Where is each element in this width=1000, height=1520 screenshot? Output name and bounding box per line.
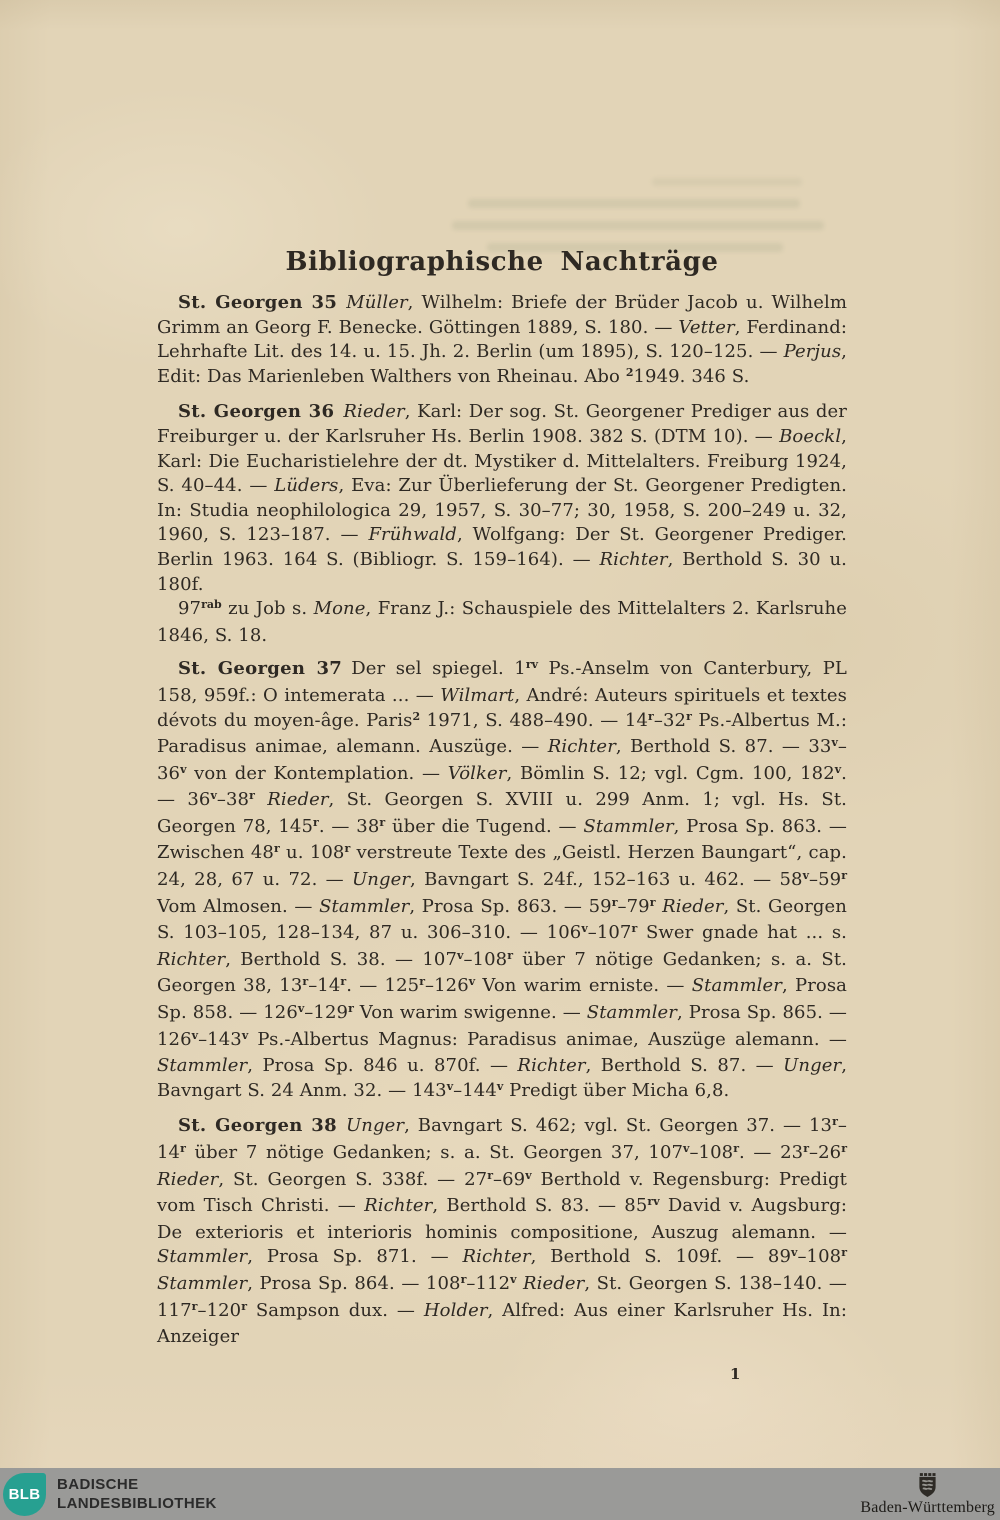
library-name-line1: BADISCHE xyxy=(57,1476,139,1493)
bibliography-entry-st-georgen-37: St. Georgen 37 Der sel spiegel. $1^{rv}$ Ps.-Anselm von Canterbury, PL 158, 959f.: O intemerata ... — Wilmart, André: Auteurs spirituels et textes dévots du moyen-âge. Paris$^2$ 1971, S. 488–490. — 14$^r$–32$^r$ Ps.-Albertus M.: Paradisus animae, alemann. Auszüge. — Richter, Berthold S. 87. — 33$^v$–36$^v$ von der Kontemplation. — Völker, Bömlin S. 12; vgl. Cgm. 100, 182$^v$. — 36$^v$–38$^r$ Rieder, St. Georgen S. XVIII u. 299 Anm. 1; vgl. Hs. St. Georgen 78, 145$^r$. — 38$^r$ über die Tugend. — Stammler, Prosa Sp. 863. — Zwischen 48$^r$ u. 108$^r$ verstreute Texte des „Geistl. Herzen Baungart“, cap. 24, 28, 67 u. 72. — Unger, Bavngart S. 24f., 152–163 u. 462. — 58$^v$–59$^r$ Vom Almosen. — Stammler, Prosa Sp. 863. — 59$^r$–79$^r$ Rieder, St. Georgen S. 103–105, 128–134, 87 u. 306–310. — 106$^v$–107$^r$ Swer gnade hat ... s. Richter, Berthold S. 38. — 107$^v$–108$^r$ über 7 nötige Gedanken; s. a. St. Georgen 38, 13$^r$–14$^r$. — 125$^r$–126$^v$ Von warim erniste. — Stammler, Prosa Sp. 858. — 126$^v$–129$^r$ Von warim swigenne. — Stammler, Prosa Sp. 865. — 126$^v$–143$^v$ Ps.-Albertus Magnus: Paradisus animae, Auszüge alemann. — Stammler, Prosa Sp. 846 u. 870f. — Richter, Berthold S. 87. — Unger, Bavngart S. 24 Anm. 32. — 143$^v$–144$^v$ Predigt über Micha 6,8. xyxy=(157,658,848,1101)
signature-number: 1 xyxy=(730,1364,741,1383)
library-name xyxy=(57,1475,217,1513)
page-showthrough xyxy=(468,199,800,208)
bibliography-entry-st-georgen-36: St. Georgen 36 Rieder, Karl: Der sog. St. Georgener Prediger aus der Freiburger u. der Karlsruher Hs. Berlin 1908. 382 S. (DTM 10). — Boeckl, Karl: Die Eucharistielehre der dt. Mystiker d. Mittelalters. Freiburg 1924, S. 40–44. — Lüders, Eva: Zur Überlieferung der St. Georgener Predigten. In: Studia neophilologica 29, 1957, S. 30–77; 30, 1958, S. 200–249 u. 32, 1960, S. 123–187. — Frühwald, Wolfgang: Der St. Georgener Prediger. Berlin 1963. 164 S. (Bibliogr. S. 159–164). — Richter, Berthold S. 30 u. 180f. xyxy=(157,401,847,595)
page-title: Bibliographische Nachträge xyxy=(285,247,719,277)
page-showthrough xyxy=(652,178,802,186)
page-showthrough xyxy=(452,221,824,230)
library-name-line2: LANDESBIBLIOTHEK xyxy=(57,1495,217,1512)
library-footer-bar xyxy=(0,1468,1000,1520)
state-label: Baden-Württemberg xyxy=(860,1499,995,1516)
baden-wuerttemberg-coat-of-arms-icon xyxy=(917,1473,938,1498)
blb-logo xyxy=(3,1473,46,1516)
baden-wuerttemberg-mark xyxy=(860,1473,995,1517)
page-content xyxy=(157,247,847,1383)
bibliography-entry-st-georgen-35: St. Georgen 35 Müller, Wilhelm: Briefe der Brüder Jacob u. Wilhelm Grimm an Georg F. Benecke. Göttingen 1889, S. 180. — Vetter, Ferdinand: Lehrhafte Lit. des 14. u. 15. Jh. 2. Berlin (um 1895), S. 120–125. — Perjus, Edit: Das Marienleben Walthers von Rheinau. Abo $^2$1949. 346 S. xyxy=(157,292,847,387)
blb-logo-text: BLB xyxy=(8,1486,41,1503)
bibliography-entry-st-georgen-38: St. Georgen 38 Unger, Bavngart S. 462; vgl. St. Georgen 37. — 13$^r$–14$^r$ über 7 nötige Gedanken; s. a. St. Georgen 37, 107$^v$–108$^r$. — 23$^r$–26$^r$ Rieder, St. Georgen S. 338f. — 27$^r$–69$^v$ Berthold v. Regensburg: Predigt vom Tisch Christi. — Richter, Berthold S. 83. — $85^{rv}$ David v. Augsburg: De exterioris et interioris hominis compositione, Auszug alemann. — Stammler, Prosa Sp. 871. — Richter, Berthold S. 109f. — 89$^v$–108$^r$ Stammler, Prosa Sp. 864. — 108$^r$–112$^v$ Rieder, St. Georgen S. 138–140. — 117$^r$–120$^r$ Sampson dux. — Holder, Alfred: Aus einer Karlsruher Hs. In: Anzeiger xyxy=(157,1115,848,1348)
bibliography-note-97rab: $97^{rab}$ zu Job s. Mone, Franz J.: Schauspiele des Mittelalters 2. Karlsruhe 1846, S. 18. xyxy=(157,598,847,646)
